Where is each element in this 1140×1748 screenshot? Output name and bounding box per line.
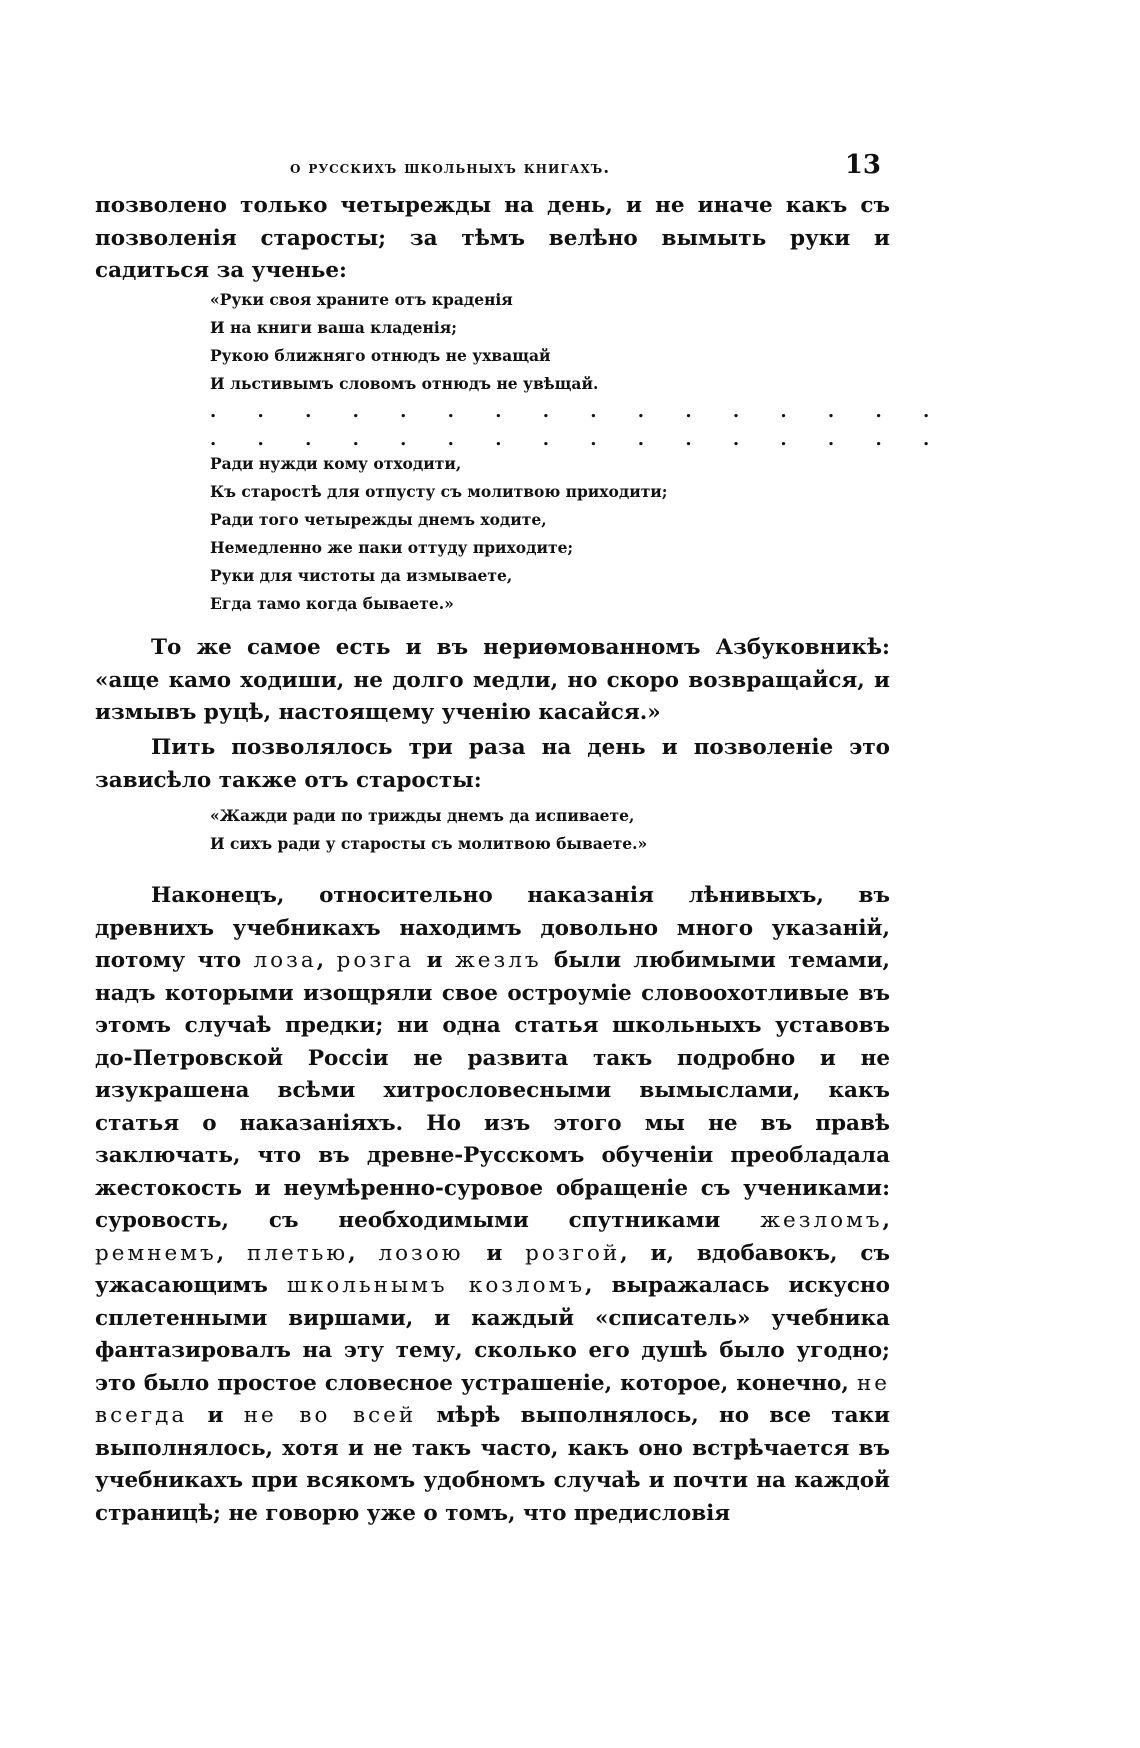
emphasis-word: не во всей (243, 1403, 417, 1428)
text-run: и (463, 1240, 526, 1266)
emphasis-word: жезломъ (760, 1208, 883, 1233)
text-run: , выражалась искусно сплетенными виршами, и каждый «списатель» учебника фантазировалъ на эту тему, сколько его душѣ было угодно; это было простое словесное устрашеніе, которое, конечно, (95, 1273, 890, 1396)
text-run: и (187, 1403, 244, 1428)
paragraph-text: То же самое есть и въ нериѳмованномъ Азбуковникѣ: «аще камо ходиши, не долго медли, но скоро возвращайся, и измывъ руцѣ, настоящему ученію касайся.» (95, 635, 890, 725)
emphasis-word: лозою (378, 1240, 464, 1266)
emphasis-word: плетью (247, 1240, 349, 1266)
paragraph-4 (95, 880, 890, 1530)
verse-block-1 (210, 286, 947, 454)
verse-line: Ради того четырежды днемъ ходите, (210, 510, 547, 529)
verse-line: Руки для чистоты да измываете, (210, 566, 513, 585)
verse-line: И льстивымъ словомъ отнюдъ не увѣщай. (210, 374, 599, 393)
page-header (95, 150, 895, 190)
text-run: , и, вдобавокъ, съ ужасающимъ (95, 1240, 890, 1298)
verse-line: «Руки своя храните отъ краденія (210, 290, 513, 309)
emphasis-word: розга (336, 948, 415, 973)
text-run: , (348, 1240, 379, 1266)
text-run: , (316, 948, 337, 973)
text-run: мѣрѣ выполнялось, но все таки выполнялось, хотя и не такъ часто, какъ оно встрѣчается въ учебникахъ при всякомъ удобномъ случаѣ и почти на каждой страницѣ; не говорю уже о томъ, что предисловія (95, 1403, 890, 1526)
verse-block-2 (210, 450, 770, 618)
verse-block-3 (210, 802, 770, 858)
page-number: 13 (844, 150, 881, 180)
paragraph-3 (95, 732, 890, 797)
ellipsis-line: . . . . . . . . . . . . . . . . (210, 401, 947, 422)
verse-line: Немедленно же паки оттуду приходите; (210, 538, 574, 557)
paragraph-text: позволено только четырежды на день, и не иначе какъ съ позволенія старосты; за тѣмъ велѣно вымыть руки и садиться за ученье: (95, 193, 890, 283)
text-run: , (882, 1208, 890, 1233)
running-title: о русскихъ школьныхъ книгахъ. (290, 158, 611, 178)
text-run: , (216, 1240, 248, 1266)
text-run: и (414, 948, 455, 973)
text-run: Наконецъ, относительно наказанія лѣнивыхъ, въ древнихъ учебникахъ находимъ довольно много указаній, потому что (95, 883, 890, 973)
emphasis-word: не всегда (95, 1370, 890, 1428)
emphasis-word: ремнемъ (95, 1240, 217, 1266)
verse-line: Рукою ближняго отнюдъ не ухващай (210, 346, 551, 365)
verse-line: И сихъ ради у старосты съ молитвою бываете.» (210, 834, 648, 853)
verse-line: Ради нужди кому отходити, (210, 454, 462, 473)
verse-line: Егда тамо когда бываете.» (210, 594, 454, 613)
verse-line: Къ старостѣ для отпусту съ молитвою приходити; (210, 482, 668, 501)
paragraph-text (95, 880, 890, 1530)
paragraph-2 (95, 632, 890, 730)
ellipsis-line: . . . . . . . . . . . . . . . . (210, 429, 947, 450)
verse-line: «Жажди ради по трижды днемъ да испиваете, (210, 806, 635, 825)
emphasis-word: жезлъ (455, 948, 542, 973)
emphasis-word: школьнымъ козломъ (286, 1273, 586, 1298)
paragraph-1 (95, 190, 890, 288)
emphasis-word: розгой (525, 1240, 621, 1266)
text-run: были любимыми темами, надъ которыми изощряли свое остроуміе словоохотливые въ этомъ случаѣ предки; ни одна статья школьныхъ уставовъ до-Петровской Россіи не развита такъ подробно и не изукрашена всѣми хитрословесными вымыслами, какъ статья о наказаніяхъ. Но изъ этого мы не въ правѣ заключать, что въ древне-Русскомъ обученіи преобладала жестокость и неумѣренно-суровое обращеніе съ учениками: суровость, съ необходимыми спутниками (95, 948, 890, 1233)
emphasis-word: лоза (253, 948, 317, 973)
paragraph-text: Пить позволялось три раза на день и позволеніе это зависѣло также отъ старосты: (95, 735, 890, 793)
verse-line: И на книги ваша кладенія; (210, 318, 457, 337)
